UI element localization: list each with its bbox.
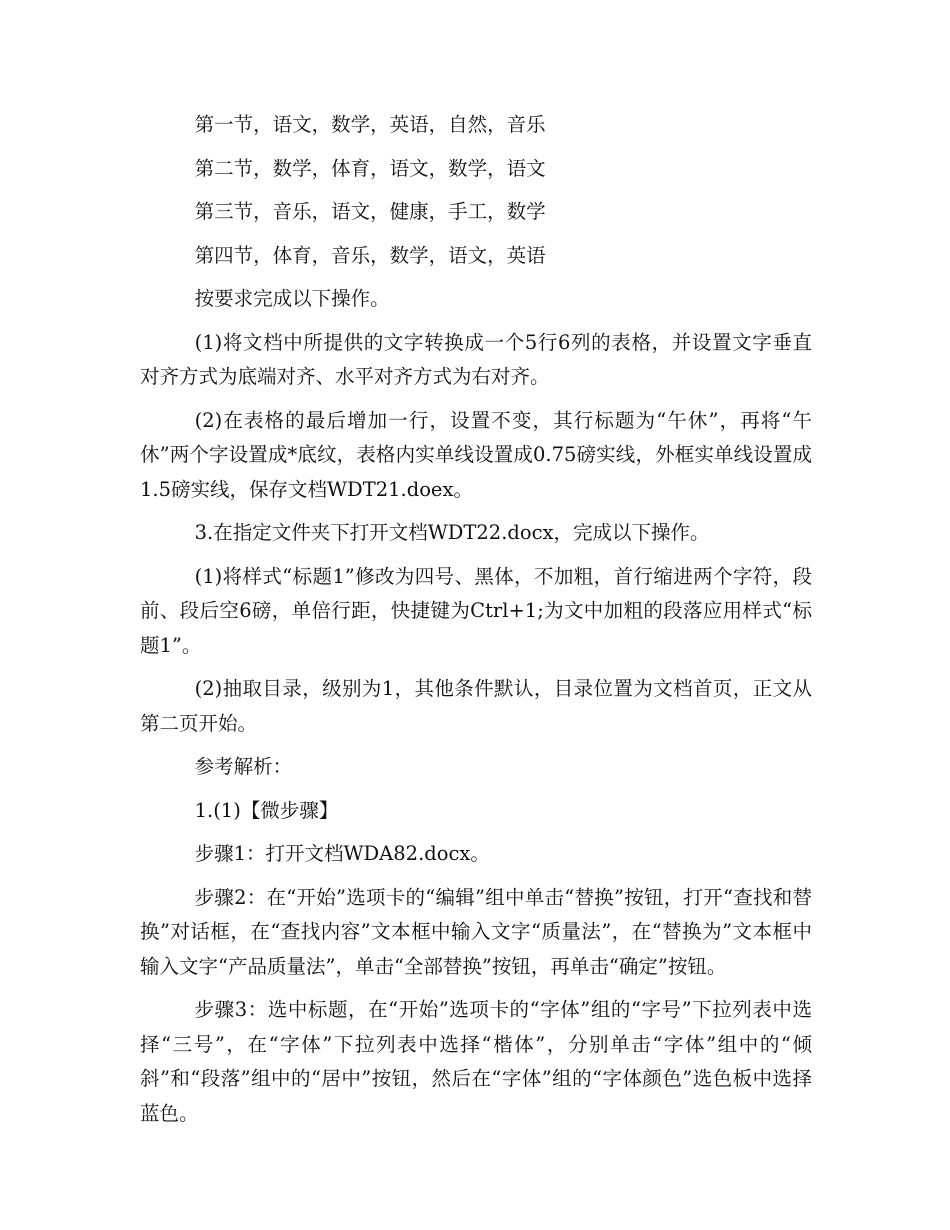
paragraph-question-3: 3.在指定文件夹下打开文档WDT22.docx，完成以下操作。	[194, 521, 710, 544]
paragraph-step-3: 步骤3：选中标题，在“开始”选项卡的“字体”组的“字号”下拉列表中选择“三号”，在“字体”下拉列表中选择“楷体”，分别单击“字体”组中的“倾斜”和“段落”组中的“居中”按钮，然后在“字体”组的“字体颜色”选色板中选择蓝色。	[140, 998, 812, 1125]
paragraph-step-1: 步骤1：打开文档WDA82.docx。	[194, 842, 490, 865]
paragraph-question-3-task-2: (2)抽取目录，级别为1，其他条件默认，目录位置为文档首页，正文从第二页开始。	[140, 677, 812, 735]
paragraph-micro-steps: 1.(1)【微步骤】	[194, 798, 339, 822]
paragraph-schedule-1: 第一节，语文，数学，英语，自然，音乐	[194, 113, 546, 136]
paragraph-question-3-task-1: (1)将样式“标题1”修改为四号、黑体，不加粗，首行缩进两个字符，段前、段后空6磅，单倍行距，快捷键为Ctrl+1;为文中加粗的段落应用样式“标题1”。	[140, 564, 812, 657]
paragraph-schedule-4: 第四节，体育，音乐，数学，语文，英语	[194, 243, 546, 267]
paragraph-task-1: (1)将文档中所提供的文字转换成一个5行6列的表格，并设置文字垂直对齐方式为底端对齐、水平对齐方式为右对齐。	[140, 330, 812, 388]
document-body	[140, 108, 812, 1140]
paragraph-schedule-3: 第三节，音乐，语文，健康，手工，数学	[194, 200, 546, 223]
paragraph-task-2: (2)在表格的最后增加一行，设置不变，其行标题为“午休”，再将“午休”两个字设置成*底纹，表格内实单线设置成0.75磅实线，外框实单线设置成1.5磅实线，保存文档WDT21.doex。	[140, 408, 812, 501]
paragraph-reference-heading: 参考解析：	[194, 755, 293, 778]
paragraph-schedule-2: 第二节，数学，体育，语文，数学，语文	[194, 156, 546, 180]
paragraph-instruction-intro: 按要求完成以下操作。	[194, 287, 390, 310]
paragraph-step-2: 步骤2：在“开始”选项卡的“编辑”组中单击“替换”按钮，打开“查找和替换”对话框，在“查找内容”文本框中输入文字“质量法”，在“替换为”文本框中输入文字“产品质量法”，单击“全部替换”按钮，再单击“确定”按钮。	[140, 885, 812, 978]
